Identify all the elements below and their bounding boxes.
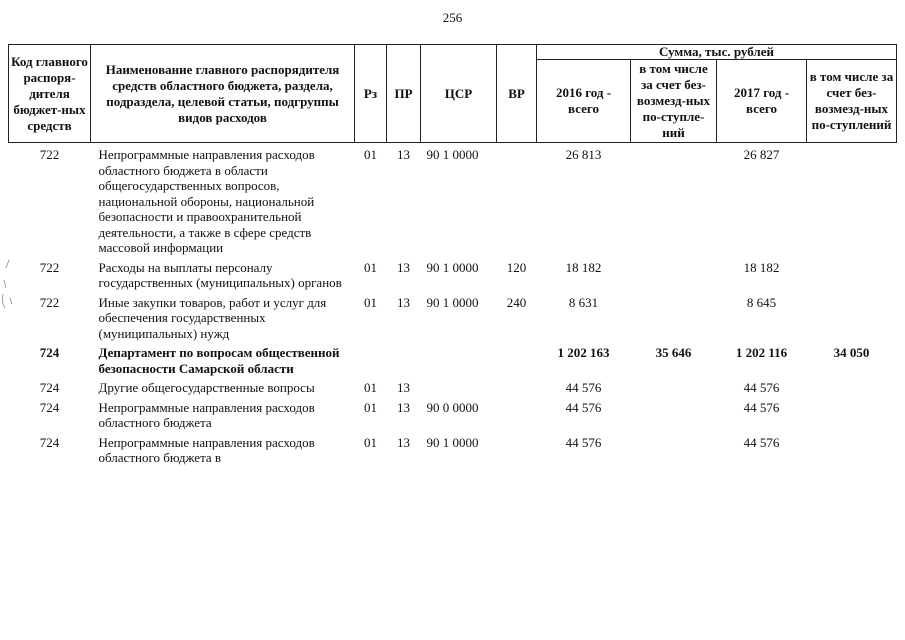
header-2016-total: 2016 год - всего <box>537 60 631 143</box>
header-vr: ВР <box>497 45 537 143</box>
row-2016-total: 1 202 163 <box>557 345 610 360</box>
row-2017-gratuitous: 34 050 <box>833 345 870 360</box>
row-vr: 240 <box>506 294 527 310</box>
row-2016-gratuitous <box>631 376 717 396</box>
row-pr: 13 <box>397 399 410 415</box>
row-2017-gratuitous <box>807 431 897 466</box>
row-2016-total: 44 576 <box>565 399 602 415</box>
row-rz: 01 <box>364 147 377 162</box>
row-rz: 01 <box>364 434 377 450</box>
row-2016-gratuitous <box>631 431 717 466</box>
row-rz <box>355 341 387 376</box>
row-2017-total: 44 576 <box>743 380 780 395</box>
header-2017-total: 2017 год - всего <box>717 60 807 143</box>
row-csr: 90 0 0000 <box>426 399 479 415</box>
row-code: 724 <box>39 434 60 450</box>
header-code: Код главного распоря-дителя бюджет-ных средств <box>9 45 91 143</box>
row-2017-gratuitous <box>807 291 897 342</box>
table-row <box>9 431 897 466</box>
row-code: 724 <box>39 345 60 360</box>
table-row <box>9 341 897 376</box>
row-rz: 01 <box>364 380 377 395</box>
row-pr: 13 <box>397 147 410 162</box>
row-2016-gratuitous: 35 646 <box>655 345 692 360</box>
row-rz: 01 <box>364 259 377 275</box>
row-2017-gratuitous <box>807 143 897 256</box>
row-code: 722 <box>39 294 60 310</box>
row-2017-gratuitous <box>807 396 897 431</box>
row-rz: 01 <box>364 399 377 415</box>
row-2017-gratuitous <box>807 256 897 291</box>
row-pr <box>387 341 421 376</box>
row-name: Непрограммные направления расходов областного бюджета <box>98 399 315 430</box>
row-vr: 120 <box>506 259 527 275</box>
row-2016-gratuitous <box>631 143 717 256</box>
table-row <box>9 396 897 431</box>
row-pr: 13 <box>397 380 410 395</box>
row-2016-total: 18 182 <box>565 259 602 275</box>
row-name: Непрограммные направления расходов областного бюджета в <box>98 434 315 465</box>
table-row <box>9 143 897 256</box>
row-csr: 90 1 0000 <box>426 294 479 310</box>
row-2017-total: 8 645 <box>746 294 777 310</box>
row-vr <box>497 431 537 466</box>
row-csr: 90 1 0000 <box>426 147 479 162</box>
row-2016-gratuitous <box>631 291 717 342</box>
row-2016-total: 8 631 <box>568 294 599 310</box>
row-name: Департамент по вопросам общественной безопасности Самарской области <box>98 345 340 376</box>
row-pr: 13 <box>397 294 410 310</box>
row-2017-total: 44 576 <box>743 399 780 415</box>
table-row <box>9 256 897 291</box>
header-pr: ПР <box>387 45 421 143</box>
row-csr: 90 1 0000 <box>426 259 479 275</box>
row-vr <box>497 143 537 256</box>
header-2017-gratuitous: в том числе за счет без-возмезд-ных по-ступлений <box>807 60 897 143</box>
row-csr <box>421 341 497 376</box>
budget-table <box>8 44 897 466</box>
row-2017-total: 1 202 116 <box>735 345 788 360</box>
header-csr: ЦСР <box>421 45 497 143</box>
header-name: Наименование главного распорядителя средств областного бюджета, раздела, подраздела, целевой статьи, подгруппы видов расходов <box>91 45 355 143</box>
row-name: Непрограммные направления расходов областного бюджета в области общегосударственных вопросов, национальной обороны, национальной безопасности и правоохранительной деятельности, а также в сфере средств массовой информации <box>98 147 315 255</box>
row-2017-total: 44 576 <box>743 434 780 450</box>
row-2017-gratuitous <box>807 376 897 396</box>
row-2017-total: 26 827 <box>743 147 780 162</box>
row-code: 722 <box>39 147 60 162</box>
row-vr <box>497 376 537 396</box>
table-row <box>9 376 897 396</box>
row-csr <box>421 376 497 396</box>
row-2016-total: 44 576 <box>565 434 602 450</box>
row-name: Другие общегосударственные вопросы <box>98 380 315 395</box>
row-2016-gratuitous <box>631 396 717 431</box>
row-csr: 90 1 0000 <box>426 434 479 450</box>
page-number: 256 <box>442 10 463 25</box>
row-vr <box>497 396 537 431</box>
row-2017-total: 18 182 <box>743 259 780 275</box>
row-2016-gratuitous <box>631 256 717 291</box>
row-pr: 13 <box>397 434 410 450</box>
table-row <box>9 291 897 342</box>
row-pr: 13 <box>397 259 410 275</box>
header-sum: Сумма, тыс. рублей <box>537 45 897 60</box>
row-rz: 01 <box>364 294 377 310</box>
row-code: 724 <box>39 380 60 395</box>
row-vr <box>497 341 537 376</box>
row-code: 722 <box>39 259 60 275</box>
header-2016-gratuitous: в том числе за счет без-возмезд-ных по-ступле-ний <box>631 60 717 143</box>
header-rz: Рз <box>355 45 387 143</box>
row-name: Иные закупки товаров, работ и услуг для обеспечения государственных (муниципальных) нужд <box>98 294 327 341</box>
row-2016-total: 44 576 <box>565 380 602 395</box>
row-code: 724 <box>39 399 60 415</box>
row-name: Расходы на выплаты персоналу государственных (муниципальных) органов <box>98 259 342 290</box>
row-2016-total: 26 813 <box>565 147 602 162</box>
